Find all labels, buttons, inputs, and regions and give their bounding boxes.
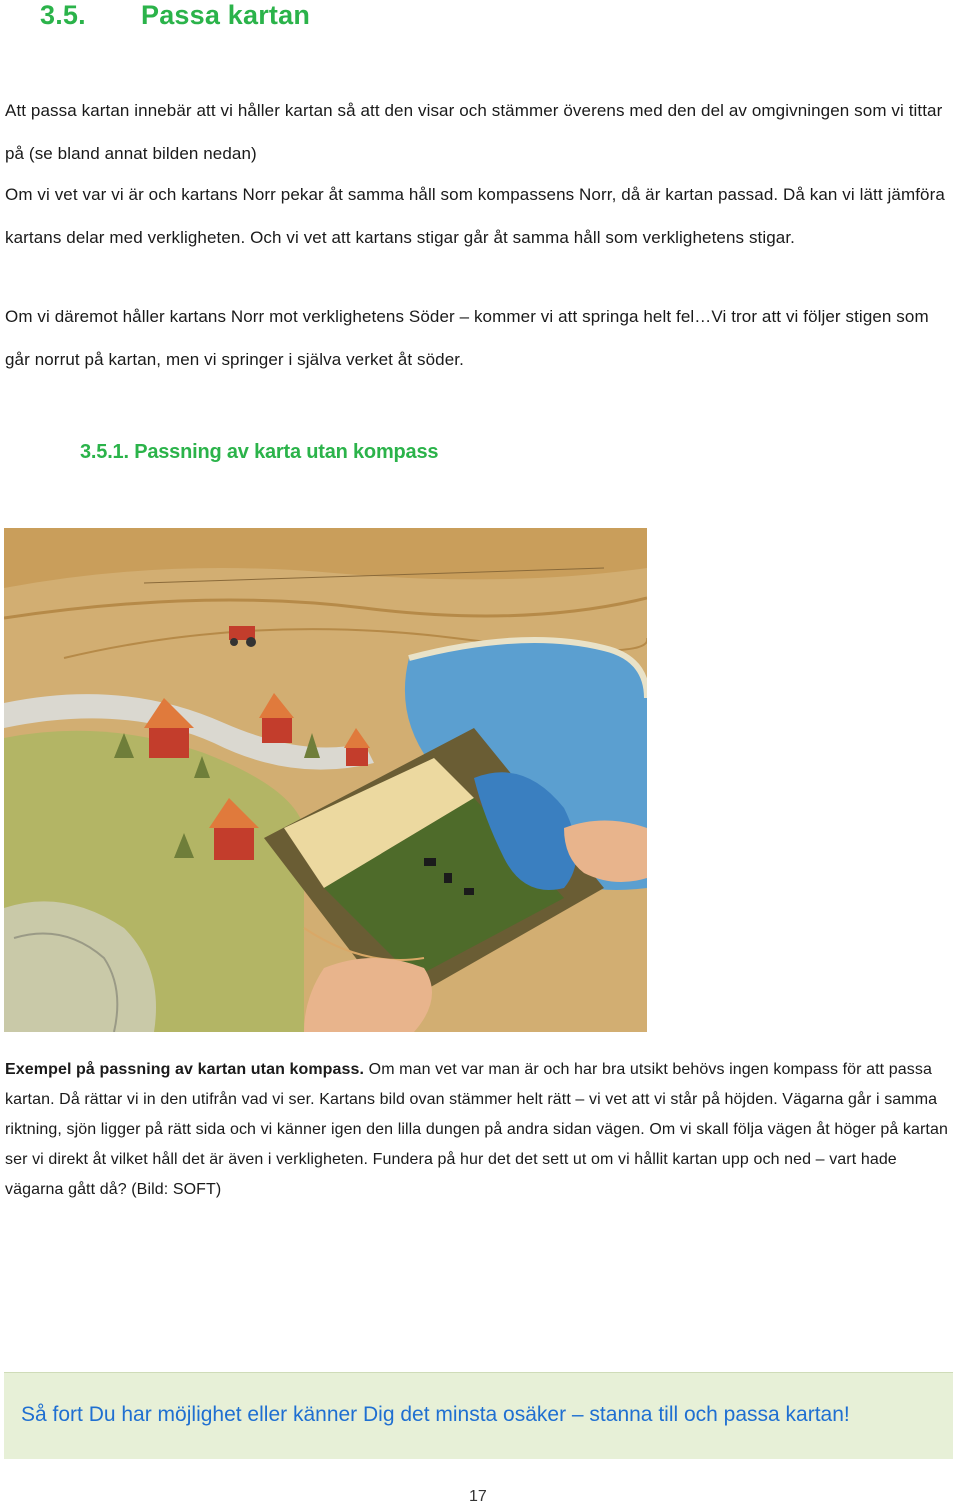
map-illustration-svg <box>4 528 647 1032</box>
tip-banner-text: Så fort Du har möjlighet eller känner Dig det minsta osäker – stanna till och passa kartan! <box>21 1403 850 1426</box>
tip-banner <box>4 1372 953 1459</box>
section-number: 3.5. <box>40 0 86 30</box>
caption-text: Om man vet var man är och har bra utsikt behövs ingen kompass för att passa kartan. Då rättar vi in den utifrån vad vi ser. Kartans bild ovan stämmer helt rätt – vi vet att vi står på höjden. Vägarna går i samma riktning, sjön ligger på rätt sida och vi känner igen den lilla dungen på andra sidan vägen. Om vi skall följa vägen åt höger på kartan ser vi direkt åt vilket håll det är även i verkligheten. Fundera på hur det det sett ut om vi hållit kartan upp och ned – vart hade vägarna gått då? (Bild: SOFT) <box>5 1061 948 1198</box>
paragraph-2: Om vi vet var vi är och kartans Norr pekar åt samma håll som kompassens Norr, då är kartan passad. Då kan vi lätt jämföra kartans delar med verkligheten. Och vi vet att kartans stigar går åt samma håll som verklighetens stigar. <box>5 185 945 247</box>
section-heading <box>40 0 310 31</box>
caption-bold: Exempel på passning av kartan utan kompass. <box>5 1061 365 1078</box>
map-illustration <box>4 528 647 1032</box>
paragraph-1: Att passa kartan innebär att vi håller kartan så att den visar och stämmer överens med den del av omgivningen som vi tittar på (se bland annat bilden nedan) <box>5 101 943 163</box>
subsection-heading: 3.5.1. Passning av karta utan kompass <box>80 441 439 463</box>
page-number: 17 <box>469 1488 487 1505</box>
section-title: Passa kartan <box>141 0 311 30</box>
figure-caption <box>5 1055 950 1205</box>
paragraph-3: Om vi däremot håller kartans Norr mot verklighetens Söder – kommer vi att springa helt fel…Vi tror att vi följer stigen som går norrut på kartan, men vi springer i själva verket åt söder. <box>5 307 929 369</box>
